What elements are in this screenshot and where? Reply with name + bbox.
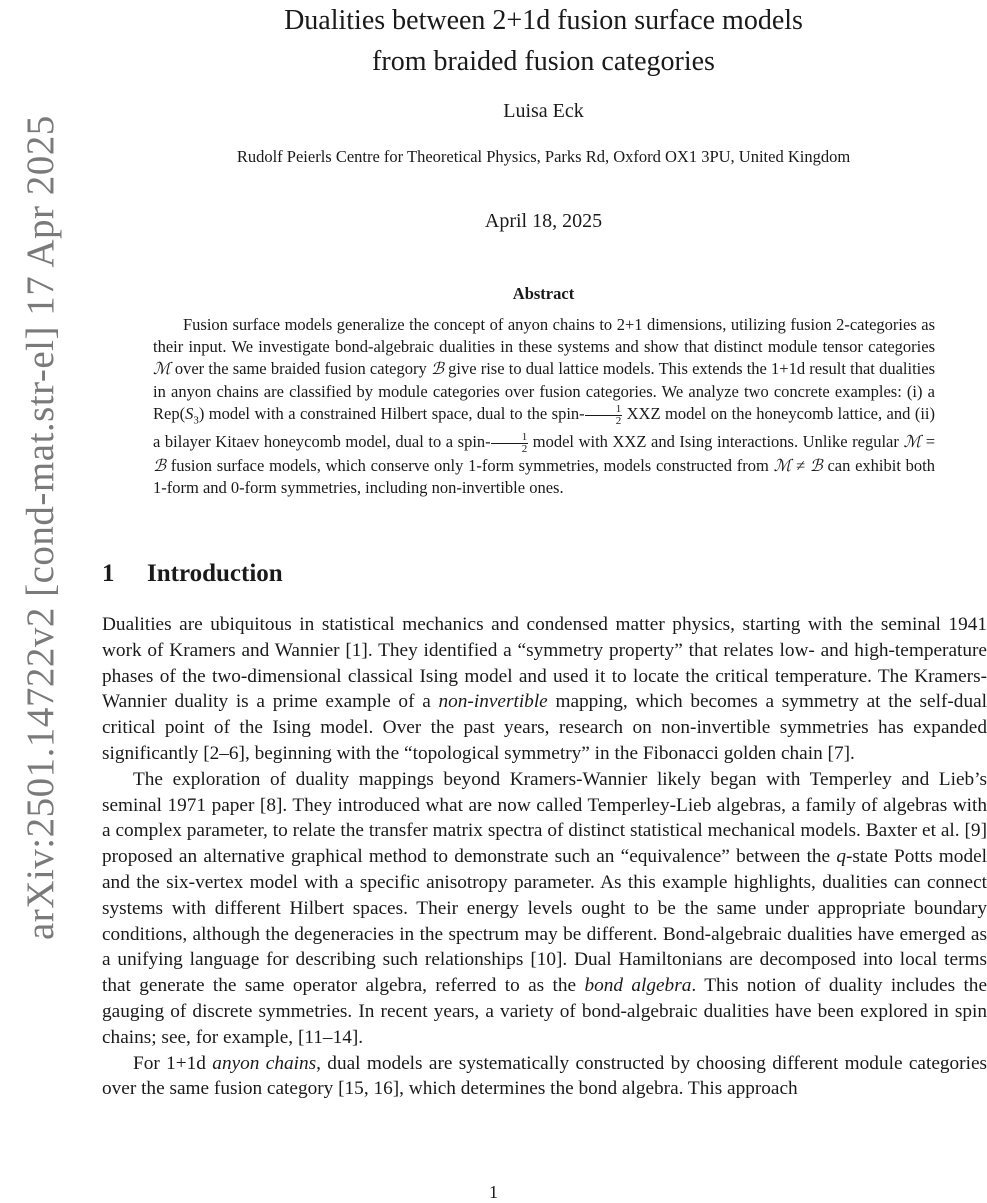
arxiv-identifier-stamp: arXiv:2501.14722v2 [cond-mat.str-el] 17 Apr 2025 (19, 115, 62, 940)
fraction-numerator: 1 (491, 432, 529, 444)
abstract-paragraph (153, 314, 935, 499)
abstract-text: fusion surface models, which conserve only 1-form symmetries, models constructed from (165, 456, 774, 476)
body-paragraph-1 (102, 612, 987, 767)
math-braided-category: ℬ (430, 359, 444, 379)
abstract-text: give rise to dual lattice models. This extends the 1+1d result that dualities in anyon chains are classified by module categories over fusion categories. We analyze two concrete examples: (i) a Rep( (153, 359, 935, 423)
emphasis-text: anyon chains (212, 1052, 317, 1074)
math-equals: = (921, 432, 935, 452)
page-number: 1 (489, 1182, 498, 1202)
section-heading (102, 560, 283, 588)
title-line-2: from braided fusion categories (372, 46, 715, 77)
abstract-text: Fusion surface models generalize the concept of anyon chains to 2+1 dimensions, utilizing fusion 2-categories as their input. We investigate bond-algebraic dualities in these systems and show that distinct module tensor categories (153, 315, 935, 357)
math-fraction-half (585, 404, 623, 427)
math-braided-category: ℬ (153, 456, 166, 476)
body-text: The exploration of duality mappings beyond Kramers-Wannier likely began with Temperley and Lieb’s seminal 1971 paper [8]. They introduced what are now called Temperley-Lieb algebras, a family of algebras with a complex parameter, to relate the transfer matrix spectra of distinct statistical mechanical models. Baxter et al. [9] proposed an alternative graphical method to demonstrate such an “equivalence” between the (102, 768, 987, 868)
math-module-category: ℳ (903, 432, 922, 452)
abstract-body (153, 314, 935, 499)
body-text: mapping, which becomes a symmetry at the self-dual critical point of the Ising model. Over the past years, research on non-invertible symmetries has expanded significantly [2–6], beginning with the “topological symmetry” in the Fibonacci golden chain [7]. (102, 691, 987, 764)
abstract-heading: Abstract (512, 284, 575, 303)
title-line-1: Dualities between 2+1d fusion surface models (284, 5, 803, 36)
math-subscript: 3 (193, 414, 199, 427)
math-symmetric-group: S (185, 403, 194, 423)
section-title: Introduction (147, 560, 283, 587)
math-not-equal: ≠ (791, 456, 810, 476)
math-module-category: ℳ (153, 359, 171, 379)
body-text: , dual models are systematically constructed by choosing different module categories over the same fusion category [15, 16], which determines the bond algebra. This approach (102, 1052, 987, 1100)
emphasis-text: bond algebra (584, 975, 692, 997)
abstract-text: over the same braided fusion category (170, 359, 431, 379)
publication-date: April 18, 2025 (484, 210, 603, 232)
author-affiliation: Rudolf Peierls Centre for Theoretical Physics, Parks Rd, Oxford OX1 3PU, United Kingdom (236, 147, 851, 166)
introduction-body (102, 612, 987, 1102)
fraction-numerator: 1 (585, 404, 623, 416)
body-paragraph-2 (102, 767, 987, 1051)
abstract-text: model with XXZ and Ising interactions. Unlike regular (528, 432, 904, 452)
paper-title (150, 0, 937, 82)
fraction-denominator: 2 (521, 443, 528, 456)
body-paragraph-3 (102, 1051, 987, 1103)
author-name: Luisa Eck (503, 100, 584, 122)
abstract-text: ) model with a constrained Hilbert space, dual to the spin- (198, 403, 585, 423)
emphasis-text: non-invertible (438, 691, 548, 713)
body-text: Dualities are ubiquitous in statistical mechanics and condensed matter physics, starting with the seminal 1941 work of Kramers and Wannier [1]. They identified a “symmetry property” that relates low- and high-temperature phases of the two-dimensional classical Ising model and used it to locate the critical temperature. The Kramers-Wannier duality is a prime example of a (102, 614, 987, 713)
body-text: . This notion of duality includes the gauging of discrete symmetries. In recent years, a variety of bond-algebraic dualities have been explored in spin chains; see, for example, [11–14]. (102, 975, 987, 1048)
abstract-text: can exhibit both 1-form and 0-form symmetries, including non-invertible ones. (153, 456, 935, 498)
math-fraction-half (491, 432, 529, 455)
abstract-text: XXZ model on the honeycomb lattice, and (ii) a bilayer Kitaev honeycomb model, dual to a spin- (153, 403, 935, 452)
section-number: 1 (102, 560, 115, 587)
math-variable-q: q (836, 846, 846, 868)
body-text: For 1+1d (133, 1052, 213, 1074)
math-braided-category: ℬ (809, 456, 823, 476)
fraction-denominator: 2 (615, 414, 622, 427)
math-module-category: ℳ (773, 456, 792, 476)
body-text: -state Potts model and the six-vertex model with a specific anisotropy parameter. As this example highlights, dualities can connect systems with different Hilbert spaces. Their energy levels ought to be the same under appropriate boundary conditions, although the degeneracies in the spectrum may be different. Bond-algebraic dualities have emerged as a unifying language for describing such relationships [10]. Dual Hamiltonians are decomposed into local terms that generate the same operator algebra, referred to as the (102, 846, 987, 997)
